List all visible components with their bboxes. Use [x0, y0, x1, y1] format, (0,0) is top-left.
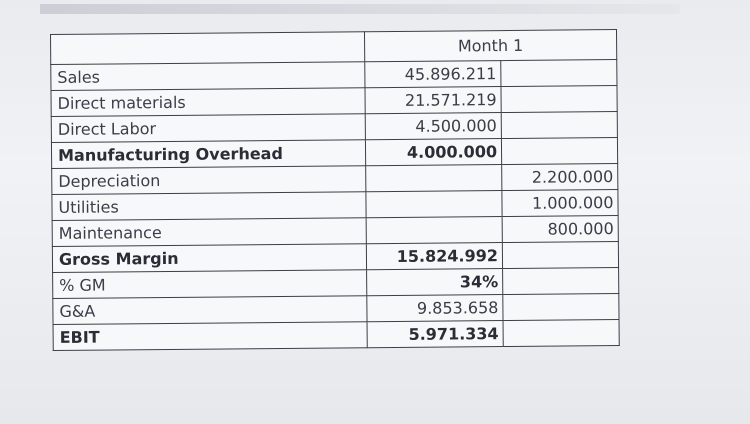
breakdown-value: 2.200.000	[502, 164, 618, 191]
month-1-value: 34%	[367, 269, 503, 296]
month-1-value: 15.824.992	[366, 243, 502, 270]
breakdown-value	[501, 138, 617, 165]
breakdown-value: 1.000.000	[502, 190, 618, 217]
header-label-cell	[51, 32, 365, 65]
breakdown-value: 800.000	[502, 216, 618, 243]
month-1-value	[366, 165, 502, 192]
breakdown-value	[501, 112, 617, 139]
breakdown-value	[503, 294, 619, 321]
row-label: Maintenance	[52, 218, 366, 247]
month-1-value: 5.971.334	[367, 321, 503, 348]
row-label: EBIT	[53, 322, 367, 351]
header-row	[51, 30, 617, 65]
month-1-header: Month 1	[364, 30, 616, 62]
row-label: G&A	[53, 296, 367, 325]
row-label: Direct materials	[51, 88, 365, 117]
breakdown-value	[502, 242, 618, 269]
month-1-value	[366, 217, 502, 244]
month-1-value: 4.000.000	[365, 139, 501, 166]
row-label: Gross Margin	[52, 244, 366, 273]
income-statement-sheet	[50, 29, 620, 351]
row-label: Manufacturing Overhead	[51, 140, 365, 169]
row-label: Direct Labor	[51, 114, 365, 143]
month-1-value: 9.853.658	[367, 295, 503, 322]
paper-edge-band	[40, 4, 680, 14]
month-1-value: 45.896.211	[365, 61, 501, 88]
month-1-value: 21.571.219	[365, 87, 501, 114]
month-1-value	[366, 191, 502, 218]
row-label: Depreciation	[52, 166, 366, 195]
row-label: Sales	[51, 62, 365, 91]
breakdown-value	[503, 320, 619, 347]
month-1-value: 4.500.000	[365, 113, 501, 140]
breakdown-value	[501, 86, 617, 113]
row-label: Utilities	[52, 192, 366, 221]
breakdown-value	[503, 268, 619, 295]
breakdown-value	[501, 60, 617, 87]
row-label: % GM	[53, 270, 367, 299]
income-statement-table	[50, 29, 620, 351]
table-row	[53, 320, 619, 351]
